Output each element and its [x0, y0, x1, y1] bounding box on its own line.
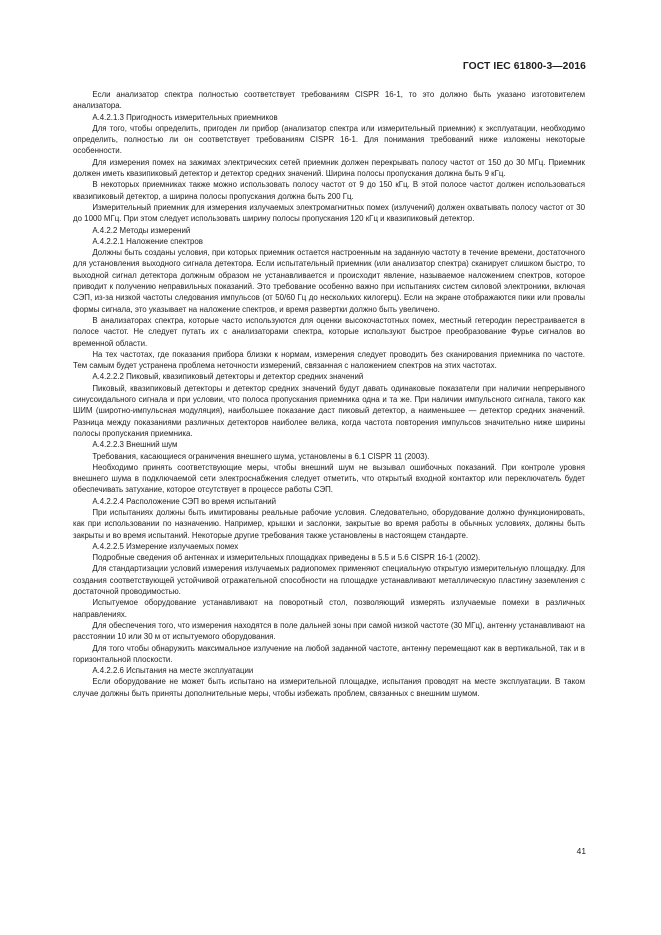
- body-paragraph: Требования, касающиеся ограничения внешнего шума, установлены в 6.1 CISPR 11 (2003).: [92, 451, 430, 461]
- section-heading: А.4.2.2.2 Пиковый, квазипиковый детекторы и детектор средних значений: [92, 372, 364, 382]
- body-paragraph: В некоторых приемниках также можно использовать полосу частот от 9 до 150 кГц. В этой полосе частот должен использоваться квазипиковый детектор, а ширина полосы пропускания должна быть 200 Гц.: [73, 180, 585, 201]
- body-paragraph: Для стандартизации условий измерения излучаемых радиопомех применяют специальную открытую измерительную площадку. Для создания соответствующей устойчивой отражательной способности на площадке устанавливают металлическую пластину заземления с достаточной проводимостью.: [73, 564, 585, 597]
- section-heading: А.4.2.2.1 Наложение спектров: [92, 236, 203, 246]
- body-paragraph: Испытуемое оборудование устанавливают на поворотный стол, позволяющий измерять излучаемые помехи в различных направлениях.: [73, 598, 585, 619]
- body-paragraph: Если оборудование не может быть испытано на измерительной площадке, испытания проводят на месте эксплуатации. В таком случае должны быть приняты дополнительные меры, чтобы избежать проблем, связанных с внешним шумом.: [73, 677, 585, 698]
- body-paragraph: Должны быть созданы условия, при которых приемник остается настроенным на заданную частоту в течение времени, достаточного для установления выходного сигнала детектора. Если испытательный приемник (или анализатор спектра) сканирует слишком быстро, то выходной сигнал детектора должным образом не устанавливается и происходит явление, называемое наложением спектров, которое приводит к получению неправильных показаний. Это требование особенно важно при испытаниях систем силовой электроники, включая СЭП, из-за низкой частоты следования импульсов (от 50/60 Гц до нескольких килогерц). Если на экране отображаются пики или провалы формы сигнала, это указывает на наложение спектров, и время развертки должно быть увеличено.: [73, 248, 585, 314]
- body-paragraph: На тех частотах, где показания прибора близки к нормам, измерения следует проводить без сканирования приемника по частоте. Тем самым будет устранена проблема неточности измерений, связанная с наложением спектров на этих частотах.: [73, 349, 585, 371]
- section-heading: А.4.2.2.3 Внешний шум: [92, 440, 178, 450]
- body-paragraph: Подробные сведения об антеннах и измерительных площадках приведены в 5.5 и 5.6 CISPR 16-1 (2002).: [92, 553, 481, 563]
- body-paragraph: При испытаниях должны быть имитированы реальные рабочие условия. Следовательно, оборудование должно функционировать, как при использовании по назначению. Например, крышки и заслонки, закрытые во время работы в обычных условиях, должны быть закрыты и во время испытаний. Некоторые другие требования также установлены в настоящем стандарте.: [73, 507, 585, 540]
- section-heading: А.4.2.2.6 Испытания на месте эксплуатации: [92, 666, 254, 676]
- body-paragraph: Измерительный приемник для измерения излучаемых электромагнитных помех (излучений) должен охватывать полосу частот от 30 до 1000 МГц. При этом следует использовать ширину полосы пропускания 120 кГц и квазипиковый детектор.: [73, 202, 585, 224]
- body-paragraph: Для измерения помех на зажимах электрических сетей приемник должен перекрывать полосу частот от 150 до 30 МГц. Приемник должен иметь квазипиковый детектор и детектор средних значений. Ширина полосы пропускания должна быть 9 кГц.: [73, 157, 585, 179]
- body-paragraph: Для того чтобы обнаружить максимальное излучение на любой заданной частоте, антенну перемещают как в вертикальной, так и в горизонтальной плоскости.: [73, 643, 585, 664]
- body-paragraph: Для обеспечения того, что измерения находятся в поле дальней зоны при самой низкой частоте (30 МГц), антенну устанавливают на расстоянии 10 или 30 м от испытуемого оборудования.: [73, 620, 585, 642]
- section-heading: А.4.2.1.3 Пригодность измерительных приемников: [92, 112, 278, 122]
- body-paragraph: Для того, чтобы определить, пригоден ли прибор (анализатор спектра или измерительный приемник) к эксплуатации, необходимо определить, полностью ли он соответствует требованиям CISPR 16-1. Для понимания требований ниже изложены некоторые особенности.: [73, 123, 585, 156]
- section-heading: А.4.2.2.4 Расположение СЭП во время испытаний: [92, 496, 277, 506]
- body-paragraph: Необходимо принять соответствующие меры, чтобы внешний шум не вызывал ошибочных показаний. При контроле уровня внешнего шума в подключаемой сети электроснабжения следует отметить, что открытый входной контактор или переключатель будет обеспечивать затухание, которое отсутствует в процессе работы СЭП.: [73, 462, 585, 495]
- body-paragraph: Пиковый, квазипиковый детекторы и детектор средних значений будут давать одинаковые показатели при наличии непрерывного синусоидального сигнала и при условии, что полоса пропускания приемника одна и та же. При наличии импульсного сигнала, такого как ШИМ (широтно-импульсная модуляция), наибольшее показание даст пиковый детектор, а наименьшее — детектор средних значений. Разница между показаниями различных детекторов наиболее велика, когда частота повторения импульсов значительно ниже ширины полосы пропускания приемника.: [73, 383, 585, 438]
- page-number: 41: [576, 846, 586, 856]
- section-heading: А.4.2.2 Методы измерений: [92, 225, 191, 235]
- body-paragraph: В анализаторах спектра, которые часто используются для оценки высокочастотных помех, местный гетеродин перестраивается в полосе частот. Не следует путать их с анализаторами спектра, которые используют быстрое преобразование Фурье сигналов во временной области.: [73, 315, 585, 348]
- body-paragraph: Если анализатор спектра полностью соответствует требованиям CISPR 16-1, то это должно быть указано изготовителем анализатора.: [73, 90, 585, 111]
- page-body: [73, 89, 585, 699]
- section-heading: А.4.2.2.5 Измерение излучаемых помех: [92, 541, 239, 551]
- document-header: ГОСТ IEC 61800-3—2016: [462, 61, 586, 72]
